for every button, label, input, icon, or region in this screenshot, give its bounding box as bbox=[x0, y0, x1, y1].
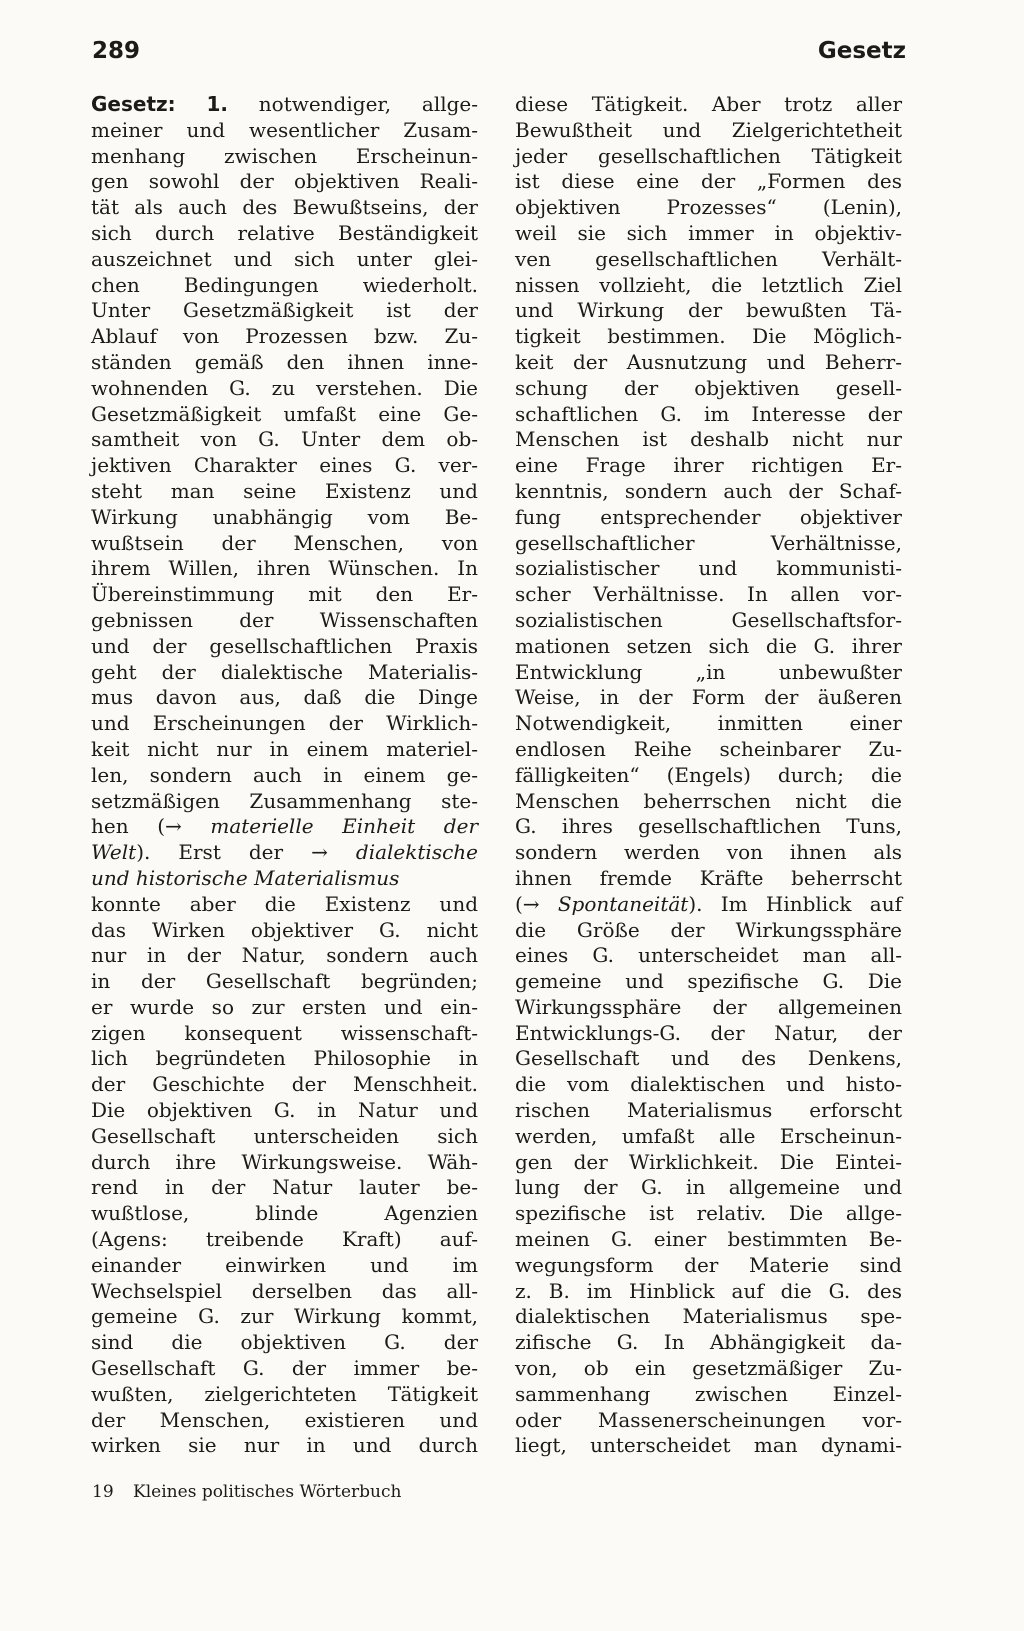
text-line: nissen vollzieht, die letztlich Ziel bbox=[515, 272, 902, 297]
text-line: Menschen beherrschen nicht die bbox=[515, 788, 902, 813]
text-line: rischen Materialismus erforscht bbox=[515, 1098, 902, 1123]
text-line: jeder gesellschaftlichen Tätigkeit bbox=[515, 143, 902, 168]
text-line: fälligkeiten“ (Engels) durch; die bbox=[515, 762, 902, 787]
text-line: wegungsform der Materie sind bbox=[515, 1252, 902, 1277]
text-line: fung entsprechender objektiver bbox=[515, 504, 902, 529]
footer bbox=[92, 1482, 401, 1502]
text-line: keit der Ausnutzung und Beherr- bbox=[515, 349, 902, 374]
text-line-ref bbox=[91, 840, 478, 866]
text-line: Gesellschaft G. der immer be- bbox=[91, 1356, 478, 1381]
text-fragment: hen (→ bbox=[91, 814, 211, 839]
right-lines bbox=[515, 92, 902, 892]
text-line: lung der G. in allgemeine und bbox=[515, 1175, 902, 1200]
text-line: geht der dialektische Materialis- bbox=[91, 659, 478, 684]
text-fragment: (→ bbox=[515, 891, 558, 916]
text-line: sich durch relative Beständigkeit bbox=[91, 220, 478, 245]
text-line: konnte aber die Existenz und bbox=[91, 891, 478, 916]
text-line: kenntnis, sondern auch der Schaf- bbox=[515, 478, 902, 503]
text-line: der Geschichte der Menschheit. bbox=[91, 1072, 478, 1097]
text-line: der Menschen, existieren und bbox=[91, 1407, 478, 1432]
page-number: 289 bbox=[92, 38, 141, 64]
text-line: werden, umfaßt alle Erscheinun- bbox=[515, 1123, 902, 1148]
text-line: wirken sie nur in und durch bbox=[91, 1433, 478, 1458]
text-line: spezifische ist relativ. Die allge- bbox=[515, 1201, 902, 1226]
text-line: Wirkung unabhängig vom Be- bbox=[91, 504, 478, 529]
text-line: in der Gesellschaft begründen; bbox=[91, 969, 478, 994]
text-line: Übereinstimmung mit den Er- bbox=[91, 582, 478, 607]
text-line: sozialistischer und kommunisti- bbox=[515, 556, 902, 581]
text-line: weil sie sich immer in objektiv- bbox=[515, 220, 902, 245]
text-line: ihrem Willen, ihren Wünschen. In bbox=[91, 556, 478, 581]
text-line-ref bbox=[91, 814, 478, 840]
cross-reference[interactable]: materielle Einheit der bbox=[210, 814, 478, 839]
text-line: die vom dialektischen und histo- bbox=[515, 1072, 902, 1097]
text-line: von, ob ein gesetzmäßiger Zu- bbox=[515, 1356, 902, 1381]
text-line: gen sowohl der objektiven Reali- bbox=[91, 169, 478, 194]
text-line: rend in der Natur lauter be- bbox=[91, 1175, 478, 1200]
sense-number: 1. bbox=[206, 92, 228, 116]
text-line: schung der objektiven gesell- bbox=[515, 375, 902, 400]
text-line: die Größe der Wirkungssphäre bbox=[515, 917, 902, 942]
text-line: steht man seine Existenz und bbox=[91, 478, 478, 503]
text-line: Bewußtheit und Zielgerichtetheit bbox=[515, 117, 902, 142]
text-line: len, sondern auch in einem ge- bbox=[91, 762, 478, 787]
text-line: Entwicklungs-G. der Natur, der bbox=[515, 1020, 902, 1045]
text-line: eines G. unterscheidet man all- bbox=[515, 943, 902, 968]
text-line: Ablauf von Prozessen bzw. Zu- bbox=[91, 324, 478, 349]
text-line: menhang zwischen Erscheinun- bbox=[91, 143, 478, 168]
text-line: Entwicklung „in unbewußter bbox=[515, 659, 902, 684]
left-lines-2 bbox=[91, 892, 478, 1460]
text-line: wußtsein der Menschen, von bbox=[91, 530, 478, 555]
text-line: und der gesellschaftlichen Praxis bbox=[91, 633, 478, 658]
text-line: meinen G. einer bestimmten Be- bbox=[515, 1227, 902, 1252]
text-line: sozialistischen Gesellschaftsfor- bbox=[515, 607, 902, 632]
text-line: nur in der Natur, sondern auch bbox=[91, 943, 478, 968]
text-line: Menschen ist deshalb nicht nur bbox=[515, 427, 902, 452]
text-line: endlosen Reihe scheinbarer Zu- bbox=[515, 736, 902, 761]
text-line: G. ihres gesellschaftlichen Tuns, bbox=[515, 814, 902, 839]
entry-first-line bbox=[91, 92, 478, 118]
left-lines bbox=[91, 118, 478, 815]
text-line: das Wirken objektiver G. nicht bbox=[91, 917, 478, 942]
text-line: zifische G. In Abhängigkeit da- bbox=[515, 1330, 902, 1355]
text-line: er wurde so zur ersten und ein- bbox=[91, 994, 478, 1019]
text-line: tät als auch des Bewußtseins, der bbox=[91, 195, 478, 220]
cross-reference[interactable]: Spontaneität bbox=[557, 891, 689, 916]
text-line: mus davon aus, daß die Dinge bbox=[91, 685, 478, 710]
text-line: sind die objektiven G. der bbox=[91, 1330, 478, 1355]
text-line: ven gesellschaftlichen Verhält- bbox=[515, 246, 902, 271]
text-line: eine Frage ihrer richtigen Er- bbox=[515, 453, 902, 478]
right-column bbox=[515, 92, 902, 1459]
text-line: Wechselspiel derselben das all- bbox=[91, 1278, 478, 1303]
text-line: ist diese eine der „Formen des bbox=[515, 169, 902, 194]
text-line: gen der Wirklichkeit. Die Eintei- bbox=[515, 1149, 902, 1174]
text-line: dialektischen Materialismus spe- bbox=[515, 1304, 902, 1329]
text-line: Gesellschaft unterscheiden sich bbox=[91, 1123, 478, 1148]
text-line-ref bbox=[91, 866, 478, 892]
text-line: (Agens: treibende Kraft) auf- bbox=[91, 1227, 478, 1252]
cross-reference[interactable]: und historische Materialismus bbox=[91, 865, 400, 890]
text-line: diese Tätigkeit. Aber trotz aller bbox=[515, 92, 902, 116]
text-line: gesellschaftlicher Verhältnisse, bbox=[515, 530, 902, 555]
text-line: Unter Gesetzmäßigkeit ist der bbox=[91, 298, 478, 323]
text-line: chen Bedingungen wiederholt. bbox=[91, 272, 478, 297]
text-line: Gesetzmäßigkeit umfaßt eine Ge- bbox=[91, 401, 478, 426]
right-lines-2 bbox=[515, 918, 902, 1460]
text-line: mationen setzen sich die G. ihrer bbox=[515, 633, 902, 658]
signature-mark: 19 bbox=[92, 1482, 114, 1502]
text-line: ihnen fremde Kräfte beherrscht bbox=[515, 865, 902, 890]
text-line: oder Massenerscheinungen vor- bbox=[515, 1407, 902, 1432]
text-line: jektiven Charakter eines G. ver- bbox=[91, 453, 478, 478]
text-line: einander einwirken und im bbox=[91, 1252, 478, 1277]
left-column bbox=[91, 92, 478, 1459]
book-title: Kleines politisches Wörterbuch bbox=[133, 1482, 402, 1502]
text-line: gemeine und spezifische G. Die bbox=[515, 969, 902, 994]
text-line: gebnissen der Wissenschaften bbox=[91, 607, 478, 632]
text-fragment: ). Erst der → bbox=[136, 840, 356, 865]
text-line: sondern werden von ihnen als bbox=[515, 840, 902, 865]
text-line: Gesellschaft und des Denkens, bbox=[515, 1046, 902, 1071]
text-line: notwendiger, allge- bbox=[258, 92, 479, 116]
text-line: sammenhang zwischen Einzel- bbox=[515, 1381, 902, 1406]
text-line: und Wirkung der bewußten Tä- bbox=[515, 298, 902, 323]
running-head: Gesetz bbox=[817, 38, 906, 64]
text-line: wohnenden G. zu verstehen. Die bbox=[91, 375, 478, 400]
text-line: ständen gemäß den ihnen inne- bbox=[91, 349, 478, 374]
text-line: wußtlose, blinde Agenzien bbox=[91, 1201, 478, 1226]
text-line: Notwendigkeit, inmitten einer bbox=[515, 711, 902, 736]
text-line: tigkeit bestimmen. Die Möglich- bbox=[515, 324, 902, 349]
entry-headword: Gesetz: bbox=[91, 92, 176, 116]
text-line: Die objektiven G. in Natur und bbox=[91, 1098, 478, 1123]
text-fragment: ). Im Hinblick auf bbox=[688, 891, 902, 916]
text-line: durch ihre Wirkungsweise. Wäh- bbox=[91, 1149, 478, 1174]
text-line: setzmäßigen Zusammenhang ste- bbox=[91, 788, 478, 813]
text-line: z. B. im Hinblick auf die G. des bbox=[515, 1278, 902, 1303]
text-line: schaftlichen G. im Interesse der bbox=[515, 401, 902, 426]
text-line: Weise, in der Form der äußeren bbox=[515, 685, 902, 710]
cross-reference[interactable]: Welt bbox=[91, 840, 137, 865]
text-line: keit nicht nur in einem materiel- bbox=[91, 736, 478, 761]
cross-reference[interactable]: dialektische bbox=[355, 840, 478, 865]
text-line: meiner und wesentlicher Zusam- bbox=[91, 117, 478, 142]
text-line-ref bbox=[515, 892, 902, 918]
text-line: scher Verhältnisse. In allen vor- bbox=[515, 582, 902, 607]
text-line: samtheit von G. Unter dem ob- bbox=[91, 427, 478, 452]
text-line: auszeichnet und sich unter glei- bbox=[91, 246, 478, 271]
text-line: zigen konsequent wissenschaft- bbox=[91, 1020, 478, 1045]
text-line: und Erscheinungen der Wirklich- bbox=[91, 711, 478, 736]
text-line: lich begründeten Philosophie in bbox=[91, 1046, 478, 1071]
text-line: objektiven Prozesses“ (Lenin), bbox=[515, 195, 902, 220]
text-line: wußten, zielgerichteten Tätigkeit bbox=[91, 1381, 478, 1406]
text-line: gemeine G. zur Wirkung kommt, bbox=[91, 1304, 478, 1329]
text-line: Wirkungssphäre der allgemeinen bbox=[515, 994, 902, 1019]
text-line: liegt, unterscheidet man dynami- bbox=[515, 1433, 902, 1458]
